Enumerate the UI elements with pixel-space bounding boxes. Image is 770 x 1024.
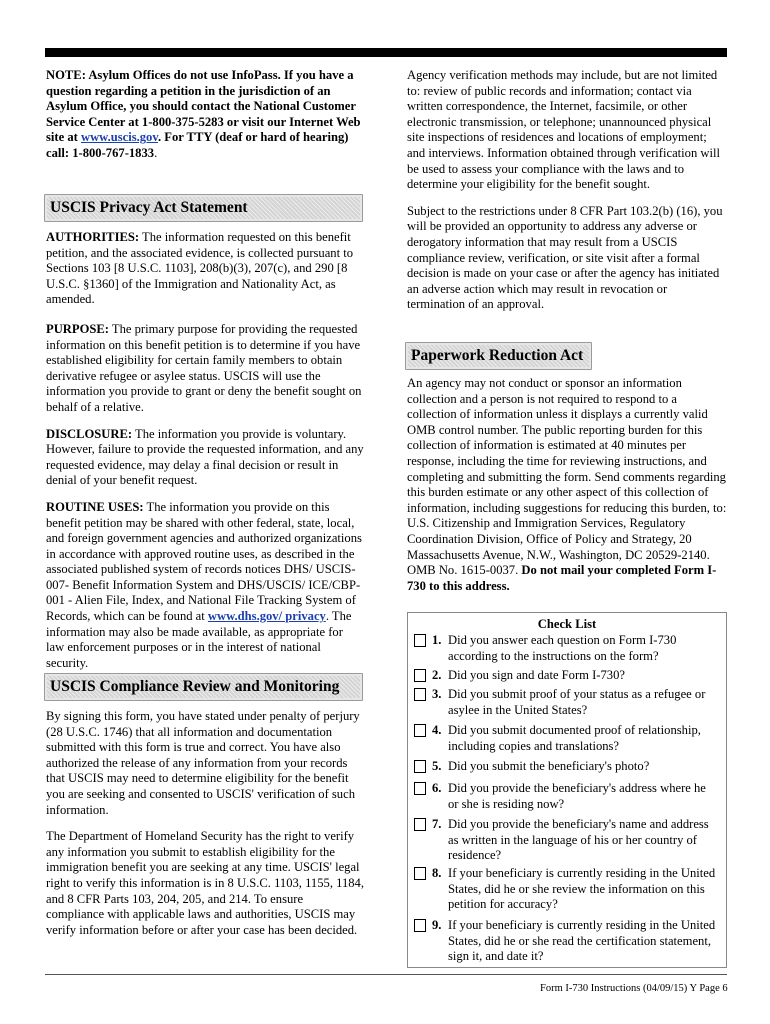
uscis-link[interactable]: www.uscis.gov bbox=[80, 130, 158, 145]
checkbox[interactable] bbox=[414, 760, 426, 773]
asylum-note bbox=[46, 68, 364, 162]
item-text: If your beneficiary is currently residing in the United States, did he or she review the information on this petition for accuracy? bbox=[448, 866, 716, 912]
routine-uses-post: . The information may also be made available, as appropriate for law enforcement purposes or in the interest of national security. bbox=[46, 609, 352, 670]
paperwork-do-not-mail: Do not mail your completed Form I-730 to this address. bbox=[407, 563, 717, 593]
item-number: 6. bbox=[432, 781, 442, 795]
item-number: 9. bbox=[432, 918, 442, 932]
item-text: If your beneficiary is currently residing in the United States, did he or she read the certification statement, sign it, and date it? bbox=[448, 918, 716, 964]
item-number: 8. bbox=[432, 866, 442, 880]
purpose-paragraph bbox=[46, 322, 364, 416]
paperwork-text: An agency may not conduct or sponsor an information collection and a person is not required to respond to a collection of information unless it displays a currently valid OMB control number. The public reporting burden for this collection of information is estimated at 40 minutes per response, including the time for reviewing instructions, and completing and submitting the form. Send comments regarding this burden estimate or any other aspect of this collection of information, including suggestions for reducing this burden, to: U.S. Citizenship and Immigration Services, Regulatory Coordination Division, Office of Policy and Strategy, 20 Massachusetts Avenue, N.W., Washington, DC 20529-2140. OMB No. 1615-0037. bbox=[407, 376, 727, 578]
item-text: Did you answer each question on Form I-730 according to the instructions on the form? bbox=[448, 633, 677, 663]
item-number: 5. bbox=[432, 759, 442, 773]
item-number: 2. bbox=[432, 668, 442, 682]
compliance-heading: USCIS Compliance Review and Monitoring bbox=[44, 673, 363, 701]
note-tty-text: . For TTY (deaf or hard of hearing) call: 1-800-767-1833 bbox=[46, 130, 349, 160]
item-text: Did you submit documented proof of relationship, including copies and translations? bbox=[448, 723, 701, 753]
check-list bbox=[407, 612, 727, 968]
compliance-paragraph-1: By signing this form, you have stated under penalty of perjury (28 U.S.C. 1746) that all information and documentation submitted with this form is true and correct. You have also authorized the release of any information from your records that USCIS may need to determine eligibility for the benefit you are seeking and consented to USCIS' verification of such information. bbox=[46, 709, 360, 817]
paperwork-heading: Paperwork Reduction Act bbox=[405, 342, 592, 370]
item-number: 1. bbox=[432, 633, 442, 647]
note-period: . bbox=[154, 145, 158, 160]
authorities-label: AUTHORITIES: bbox=[46, 230, 140, 244]
compliance-section bbox=[46, 709, 364, 949]
item-number: 3. bbox=[432, 687, 442, 701]
routine-uses-label: ROUTINE USES: bbox=[46, 499, 144, 514]
routine-uses-paragraph bbox=[46, 500, 364, 672]
checkbox[interactable] bbox=[414, 919, 426, 932]
authorities-paragraph bbox=[46, 230, 364, 308]
disclosure-text: The information you provide is voluntary. However, failure to provide the requested information, and any requested evidence, may delay a final decision or result in denial of your benefit request. bbox=[46, 426, 364, 488]
item-text: Did you submit proof of your status as a refugee or asylee in the United States? bbox=[448, 687, 706, 717]
routine-uses-text: The information you provide on this benefit petition may be shared with other federal, state, local, and foreign government agencies and authorized organizations in accordance with approved routine uses, as described in the associated published system of records notices DHS/ USCIS-007- Benefit Information System and DHS/USCIS/ ICE/CBP-001 - Alien File, Index, and National File Tracking System of Records, which can be found at bbox=[46, 499, 362, 624]
item-text: Did you provide the beneficiary's address where he or she is residing now? bbox=[448, 781, 706, 811]
page-footer: Form I-730 Instructions (04/09/15) Y Page 6 bbox=[540, 983, 728, 994]
item-text: Did you provide the beneficiary's name and address as written in the language of his or her country of residence? bbox=[448, 817, 709, 863]
checkbox[interactable] bbox=[414, 688, 426, 701]
privacy-heading: USCIS Privacy Act Statement bbox=[44, 194, 363, 222]
privacy-section bbox=[46, 230, 364, 682]
verification-section bbox=[407, 68, 727, 324]
purpose-text: The primary purpose for providing the requested information on this benefit petition is to determine if you have established eligibility for certain family members to obtain derivative refugee or asylee status. USCIS will use the information you provide to grant or deny the benefit sought on behalf of a relative. bbox=[46, 321, 362, 414]
note-text: NOTE: Asylum Offices do not use InfoPass. If you have a question regarding a petition in the jurisdiction of an Asylum Office, you should contact the National Customer Service Center at 1-800-375-5283 or visit our Internet Web site at bbox=[46, 68, 361, 145]
check-list-title: Check List bbox=[537, 617, 597, 631]
paperwork-section bbox=[407, 376, 727, 605]
checkbox[interactable] bbox=[414, 669, 426, 682]
checkbox[interactable] bbox=[414, 867, 426, 880]
checkbox[interactable] bbox=[414, 634, 426, 647]
item-text: Did you sign and date Form I-730? bbox=[448, 668, 625, 682]
checkbox[interactable] bbox=[414, 782, 426, 795]
authorities-text: The information requested on this benefit petition, and the associated evidence, is collected pursuant to Sections 103 [8 U.S.C. 1103], 208(b)(3), 207(c), and 290 [8 U.S.C. §1360] of the Immigration and Nationality Act, as amended. bbox=[46, 230, 354, 307]
item-number: 7. bbox=[432, 817, 442, 831]
top-rule bbox=[45, 48, 727, 57]
adverse-info-paragraph: Subject to the restrictions under 8 CFR Part 103.2(b) (16), you will be provided an opportunity to address any adverse or derogatory information that may result from a USCIS compliance review, verification, or site visit after a formal decision is made on your case or after the agency has initiated an adverse action which may result in revocation or termination of an approval. bbox=[407, 203, 723, 312]
compliance-paragraph-2: The Department of Homeland Security has the right to verify any information you submit to establish eligibility for the immigration benefit you are seeking at any time. USCIS' legal right to verify this information is in 8 U.S.C. 1103, 1155, 1184, and 8 CFR Parts 103, 204, 205, and 214. To ensure compliance with applicable laws and authorities, USCIS may verify information before or after your case has been decided. bbox=[46, 829, 364, 937]
dhs-privacy-link[interactable]: www.dhs.gov/ privacy bbox=[207, 609, 326, 624]
item-number: 4. bbox=[432, 723, 442, 737]
purpose-label: PURPOSE: bbox=[46, 321, 109, 336]
bottom-rule bbox=[45, 974, 727, 975]
disclosure-paragraph bbox=[46, 427, 364, 489]
checkbox[interactable] bbox=[414, 818, 426, 831]
checkbox[interactable] bbox=[414, 724, 426, 737]
verification-paragraph: Agency verification methods may include, but are not limited to: review of public records and information; contact via written correspondence, the Internet, facsimile, or other electronic transmission, or telephone; unannounced physical site inspections of residences and locations of employment; and interviews. Information obtained through verification will be used to assess your compliance with the laws and to determine your eligibility for the benefit sought. bbox=[407, 68, 721, 192]
item-text: Did you submit the beneficiary's photo? bbox=[448, 759, 650, 773]
disclosure-label: DISCLOSURE: bbox=[46, 426, 133, 441]
